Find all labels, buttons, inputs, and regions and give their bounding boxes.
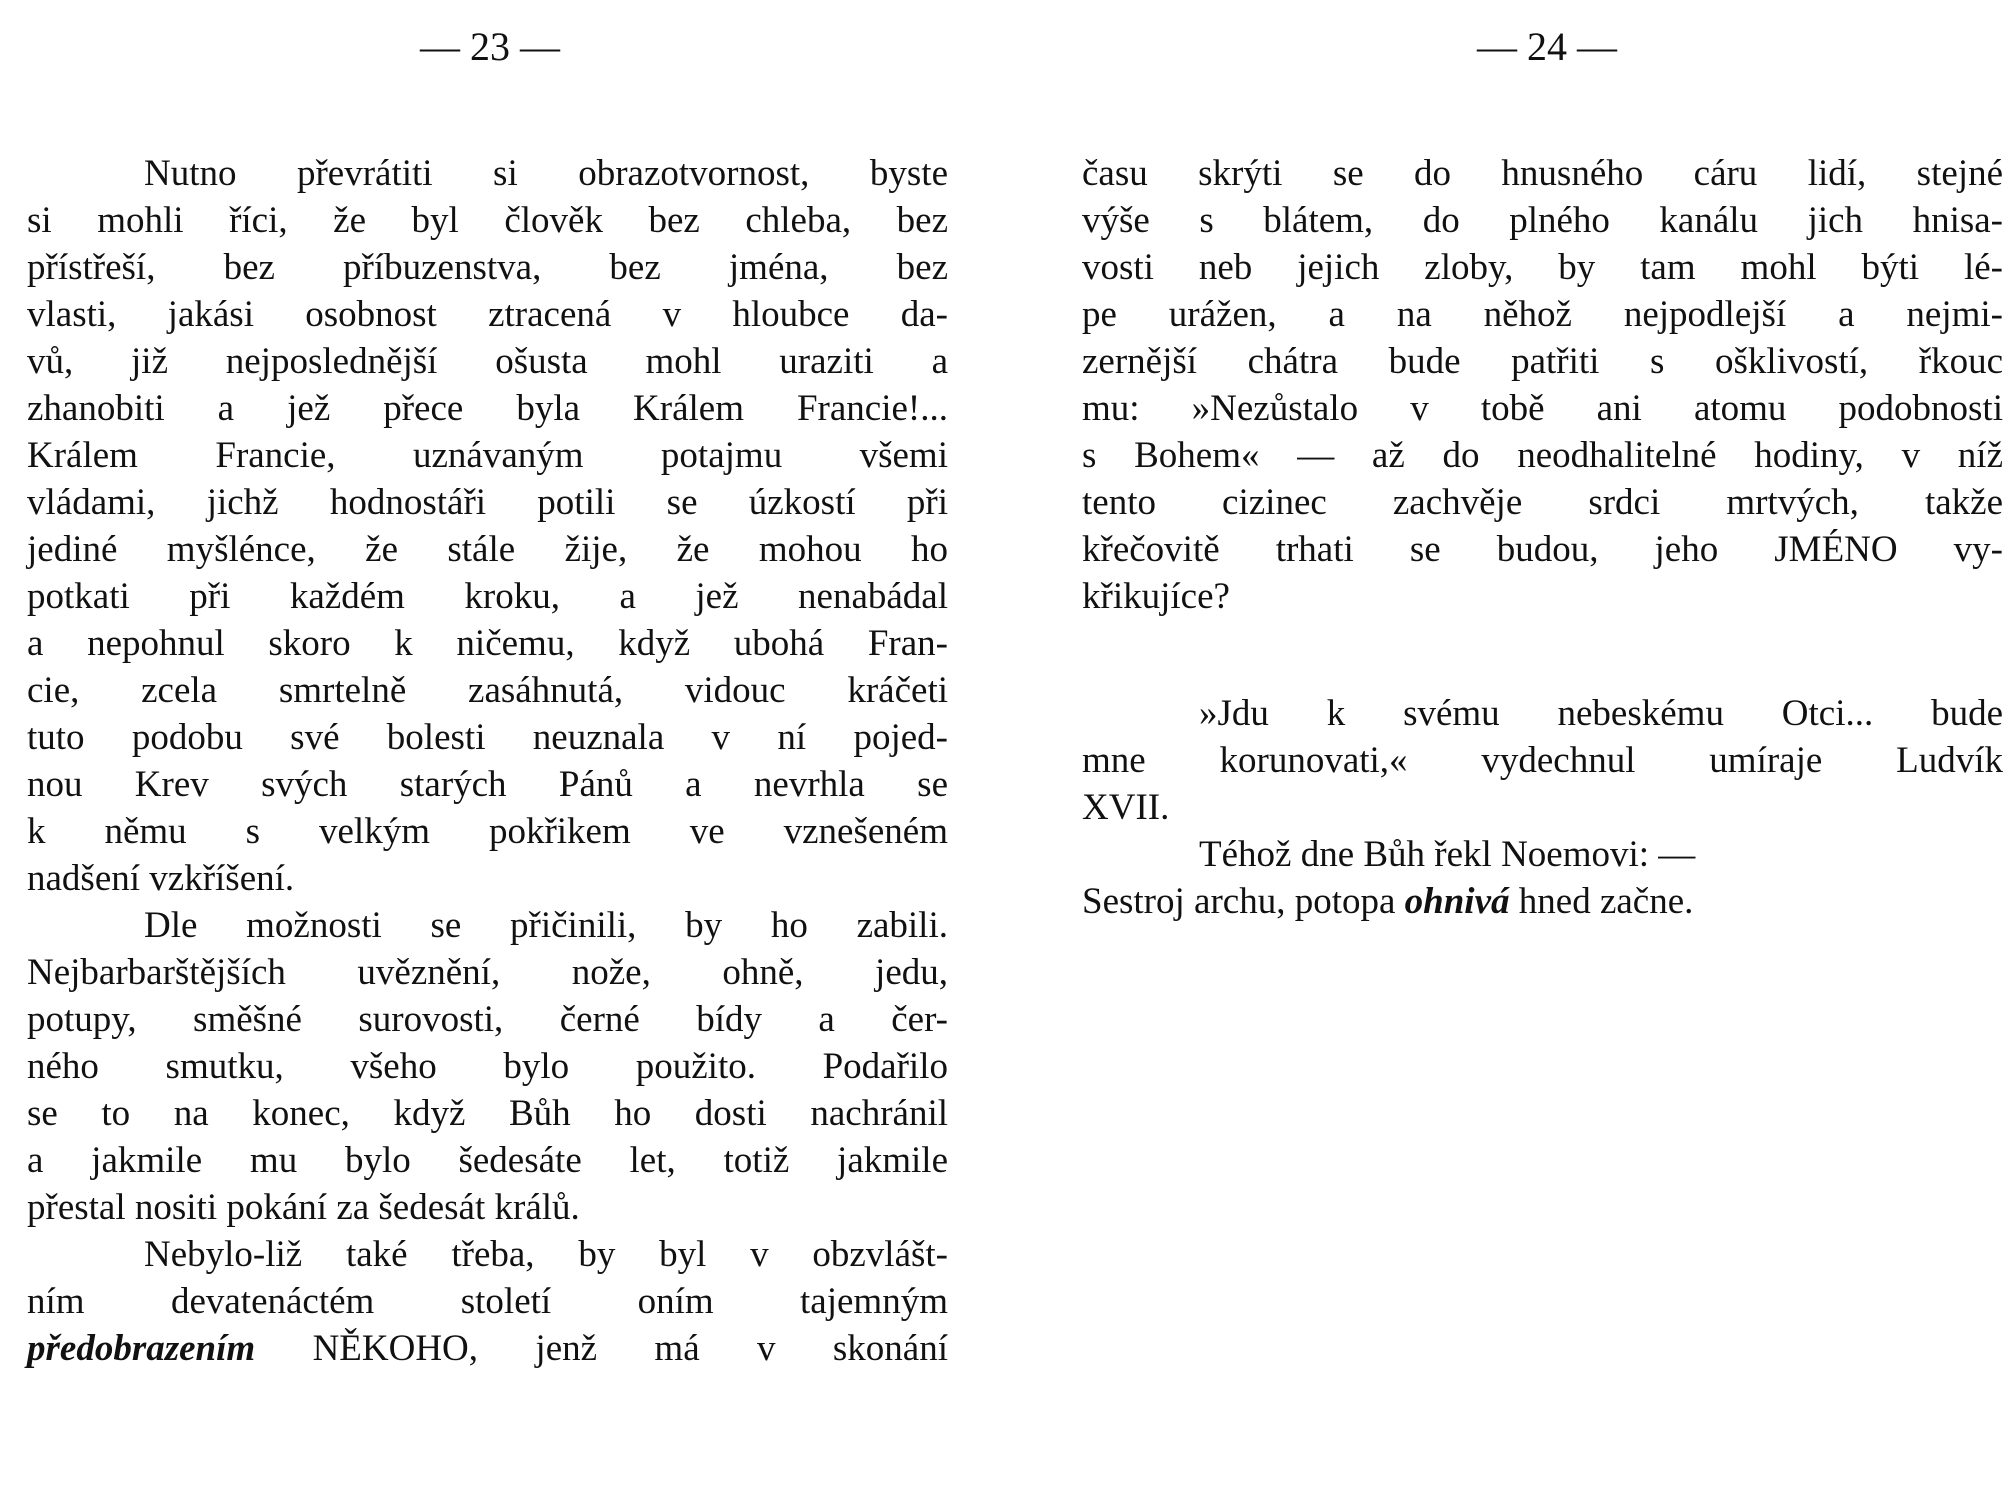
text-line: potkati při každém kroku, a jež nenabádal [27,576,948,617]
text-line: zernější chátra bude patřiti s ošklivostí, řkouc [1082,341,2003,382]
text-line: si mohli říci, že byl člověk bez chleba, bez [27,200,948,241]
text-line: vládami, jichž hodnostáři potili se úzkostí při [27,482,948,523]
text-line: vů, již nejposlednější ošusta mohl uraziti a [27,341,948,382]
line-remainder: NĚKOHO, jenž má v skonání [255,1328,948,1369]
text-line: ním devatenáctém století oním tajemným [27,1281,948,1322]
text-line: a nepohnul skoro k ničemu, když ubohá Fran- [27,623,948,664]
text-line: Nejbarbarštějších uvěznění, nože, ohně, jedu, [27,952,948,993]
text-line: času skrýti se do hnusného cáru lidí, stejné [1082,153,2003,194]
text-line: vlasti, jakási osobnost ztracená v hloubce da- [27,294,948,335]
right-page-text [1082,150,2003,925]
left-page-text [27,150,948,1372]
text-line: křečovitě trhati se budou, jeho JMÉNO vy- [1082,529,2003,570]
text-line-final [27,1325,948,1372]
text-line: výše s blátem, do plného kanálu jich hnisa- [1082,200,2003,241]
right-page [1006,0,2012,1500]
text-line: Nebylo-liž také třeba, by byl v obzvlášt- [144,1234,948,1275]
text-line: s Bohem« — až do neodhalitelné hodiny, v níž [1082,435,2003,476]
line-start: Sestroj archu, potopa [1082,881,1405,922]
page-number-left: — 23 — [420,24,560,69]
text-line: ného smutku, všeho bylo použito. Podařilo [27,1046,948,1087]
text-line: pe urážen, a na něhož nejpodlejší a nejmi- [1082,294,2003,335]
text-line: tuto podobu své bolesti neuznala v ní pojed- [27,717,948,758]
line-end: hned začne. [1509,881,1694,922]
text-line: XVII. [1082,787,1170,828]
text-line: k němu s velkým pokřikem ve vznešeném [27,811,948,852]
text-line: cie, zcela smrtelně zasáhnutá, vidouc kráčeti [27,670,948,711]
page-number-right: — 24 — [1477,24,1617,69]
text-line: zhanobiti a jež přece byla Králem Francie!... [27,388,948,429]
text-line: Téhož dne Bůh řekl Noemovi: — [1199,834,1696,875]
text-line: potupy, směšné surovosti, černé bídy a čer- [27,999,948,1040]
text-line: Dle možnosti se přičinili, by ho zabili. [144,905,948,946]
text-line: přístřeší, bez příbuzenstva, bez jména, bez [27,247,948,288]
text-line: se to na konec, když Bůh ho dosti nachránil [27,1093,948,1134]
text-line: mne korunovati,« vydechnul umíraje Ludvík [1082,740,2003,781]
text-line: Králem Francie, uznávaným potajmu všemi [27,435,948,476]
text-line: křikujíce? [1082,576,1230,617]
text-line: a jakmile mu bylo šedesáte let, totiž jakmile [27,1140,948,1181]
text-line: nadšení vzkříšení. [27,858,295,899]
paragraph-gap [1082,620,2003,690]
text-line: »Jdu k svému nebeskému Otci... bude [1199,693,2003,734]
text-line: jediné myšlénce, že stále žije, že mohou ho [27,529,948,570]
text-line: přestal nositi pokání za šedesát králů. [27,1187,580,1228]
text-line: Nutno převrátiti si obrazotvornost, byste [144,153,948,194]
emphasized-word: ohnivá [1404,881,1510,922]
text-line: nou Krev svých starých Pánů a nevrhla se [27,764,948,805]
emphasized-word: předobrazením [27,1328,256,1369]
text-line: tento cizinec zachvěje srdci mrtvých, takže [1082,482,2003,523]
text-line: vosti neb jejich zloby, by tam mohl býti lé- [1082,247,2003,288]
text-line: mu: »Nezůstalo v tobě ani atomu podobnosti [1082,388,2003,429]
text-line-final [1082,878,2003,925]
